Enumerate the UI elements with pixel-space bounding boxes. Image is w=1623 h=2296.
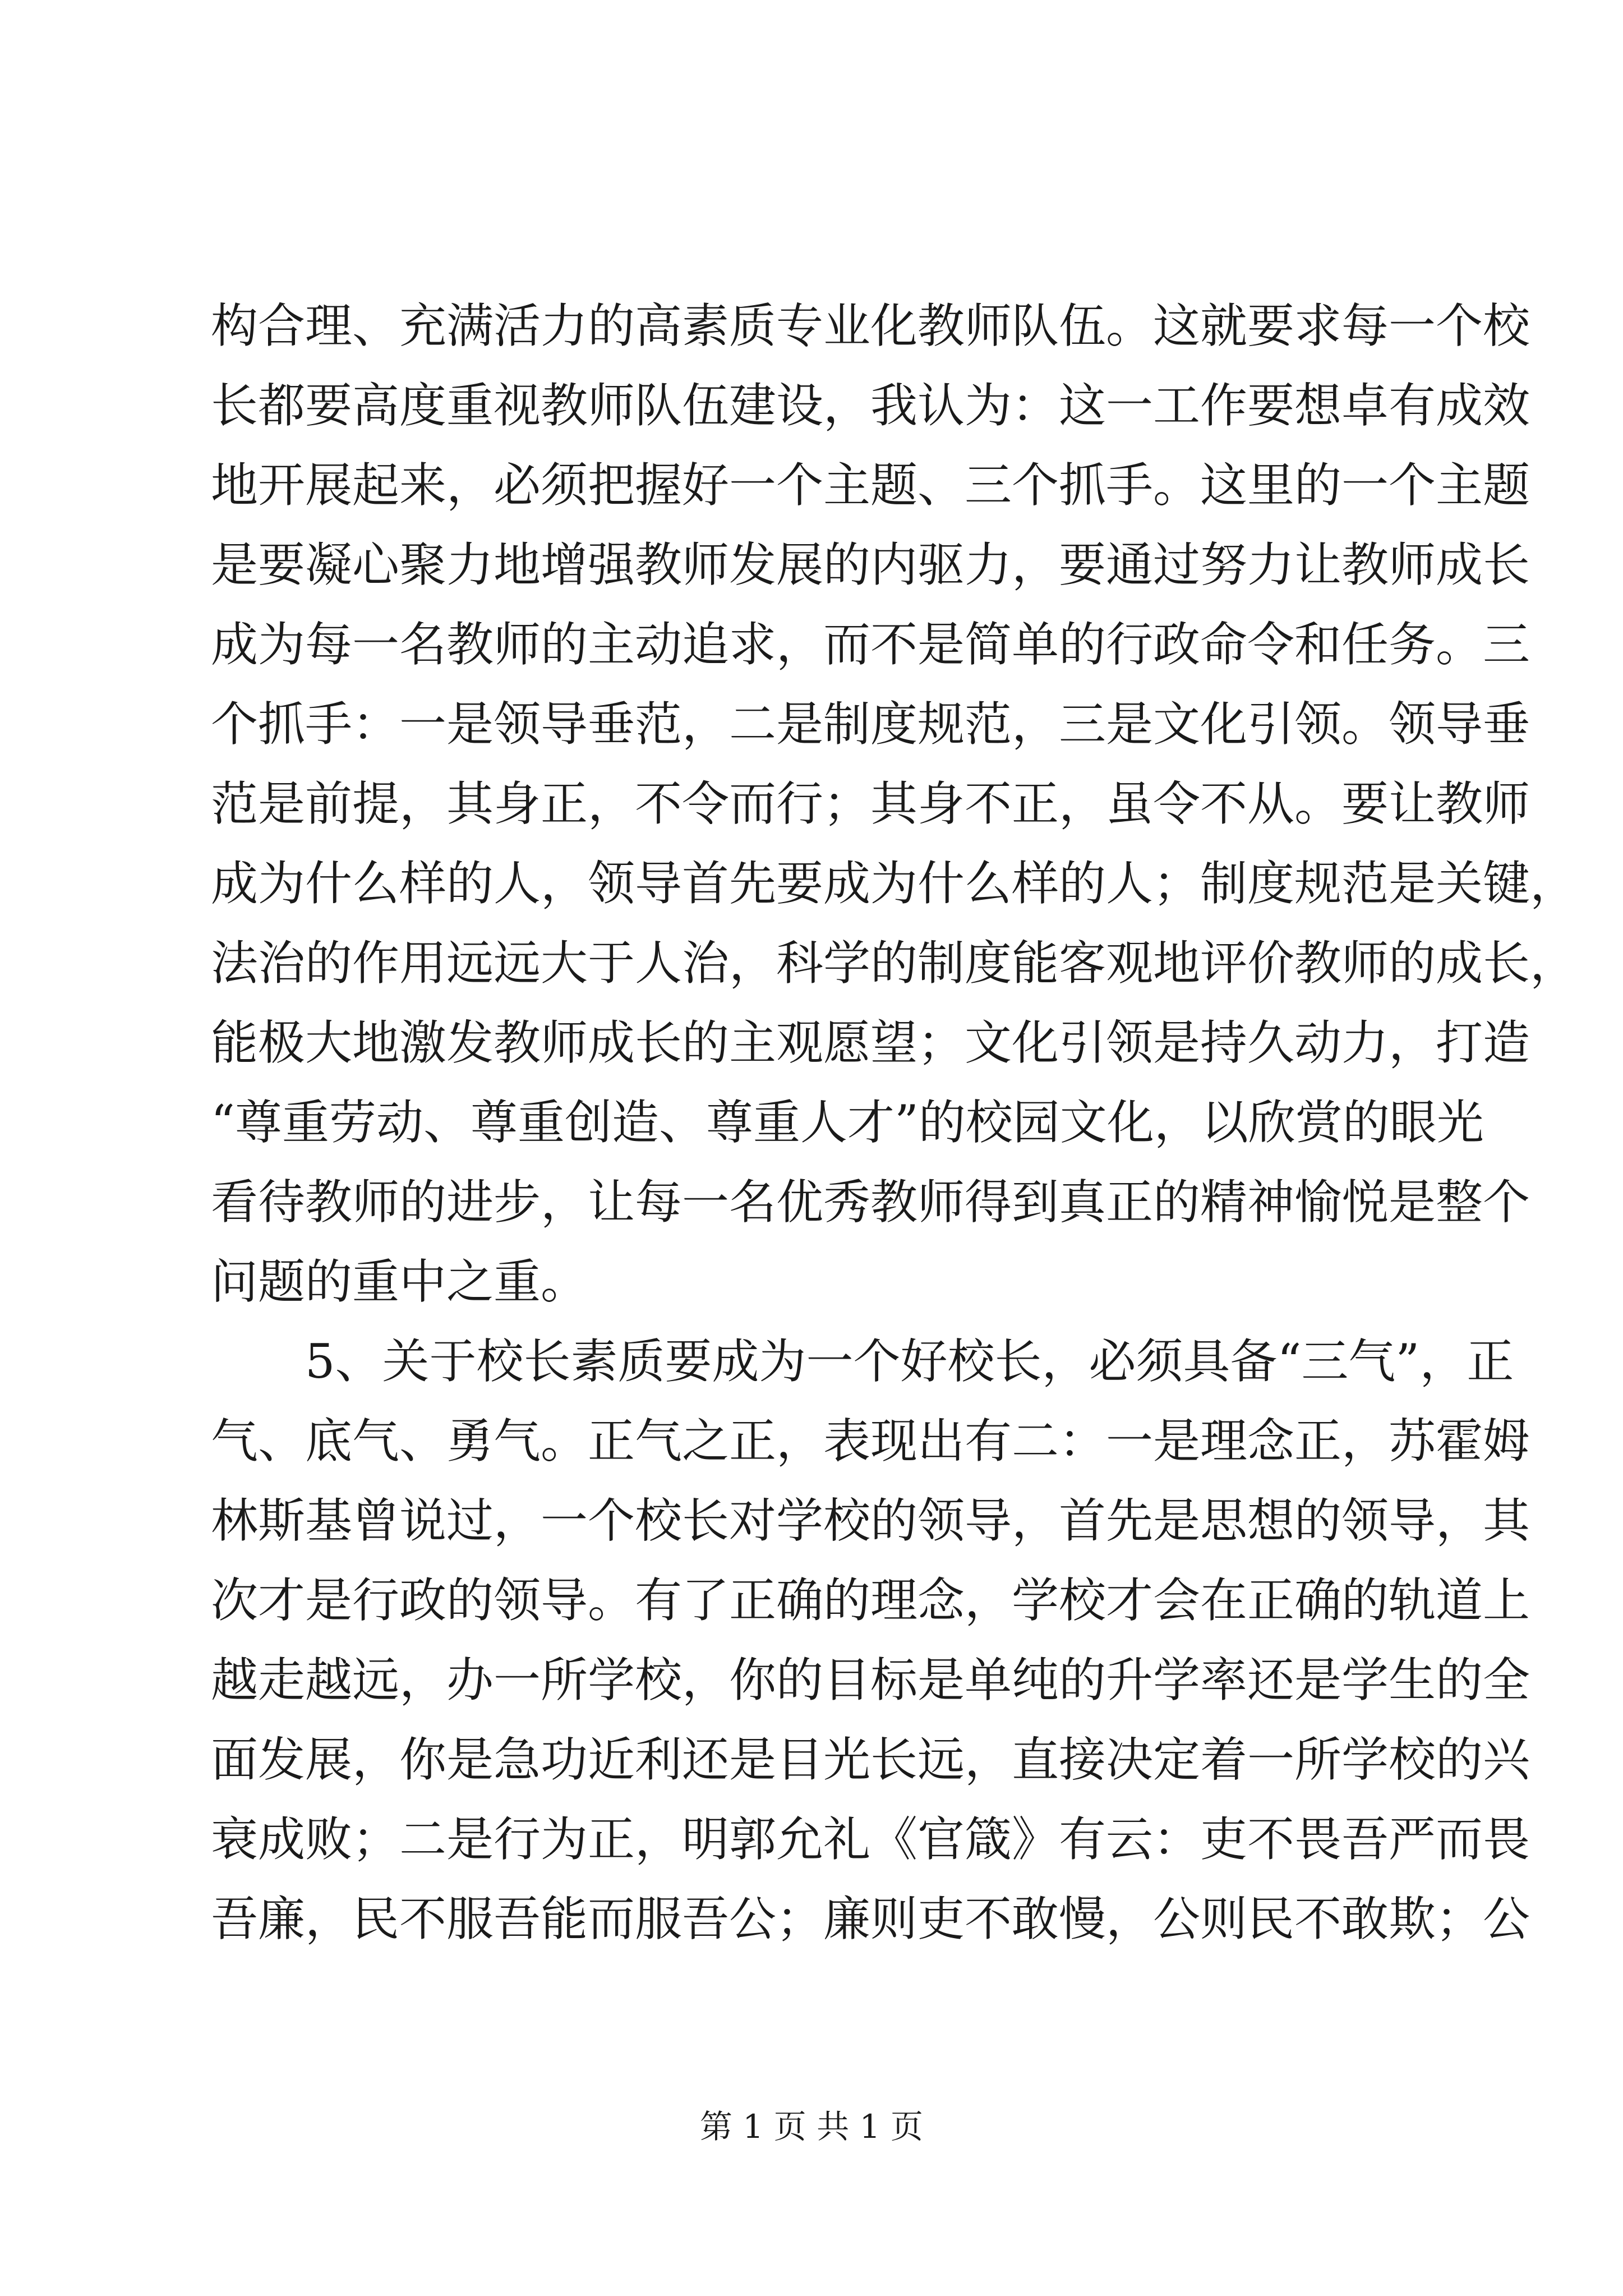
- text-line: 越走越远，办一所学校，你的目标是单纯的升学率还是学生的全: [211, 1653, 1530, 1708]
- text-line: 长都要高度重视教师队伍建设，我认为：这一工作要想卓有成效: [211, 378, 1530, 433]
- text-line: 林斯基曾说过，一个校长对学校的领导，首先是思想的领导，其: [211, 1493, 1530, 1548]
- text-line: “尊重劳动、尊重创造、尊重人才”的校园文化，以欣赏的眼光: [211, 1095, 1484, 1150]
- page-footer: [0, 2100, 1623, 2147]
- body-text: [211, 286, 1578, 1959]
- text-line: 范是前提，其身正，不令而行；其身不正，虽令不从。要让教师: [211, 776, 1530, 831]
- text-line: 是要凝心聚力地增强教师发展的内驱力，要通过努力让教师成长: [211, 537, 1530, 592]
- text-line: 地开展起来，必须把握好一个主题、三个抓手。这里的一个主题: [211, 458, 1530, 513]
- text-line: 气、底气、勇气。正气之正，表现出有二：一是理念正，苏霍姆: [211, 1414, 1530, 1469]
- text-line: 衰成败；二是行为正，明郭允礼《官箴》有云：吏不畏吾严而畏: [211, 1812, 1530, 1867]
- text-line: 问题的重中之重。: [211, 1254, 588, 1309]
- text-line: 构合理、充满活力的高素质专业化教师队伍。这就要求每一个校: [211, 298, 1530, 353]
- text-line: 个抓手：一是领导垂范，二是制度规范，三是文化引领。领导垂: [211, 697, 1530, 752]
- text-line: 次才是行政的领导。有了正确的理念，学校才会在正确的轨道上: [211, 1573, 1530, 1628]
- text-line: 法治的作用远远大于人治，科学的制度能客观地评价教师的成长，: [211, 936, 1578, 991]
- text-line: 吾廉，民不服吾能而服吾公；廉则吏不敢慢，公则民不敢欺；公: [211, 1892, 1530, 1947]
- page-number: 第 1 页 共 1 页: [700, 2108, 923, 2146]
- text-line: 5、关于校长素质要成为一个好校长，必须具备“三气”，正: [305, 1334, 1514, 1389]
- text-line: 看待教师的进步，让每一名优秀教师得到真正的精神愉悦是整个: [211, 1175, 1530, 1230]
- text-line: 成为每一名教师的主动追求，而不是简单的行政命令和任务。三: [211, 617, 1530, 672]
- text-line: 面发展，你是急功近利还是目光长远，直接决定着一所学校的兴: [211, 1732, 1530, 1787]
- text-line: 能极大地激发教师成长的主观愿望；文化引领是持久动力，打造: [211, 1015, 1530, 1070]
- text-line: 成为什么样的人，领导首先要成为什么样的人；制度规范是关键，: [211, 856, 1578, 911]
